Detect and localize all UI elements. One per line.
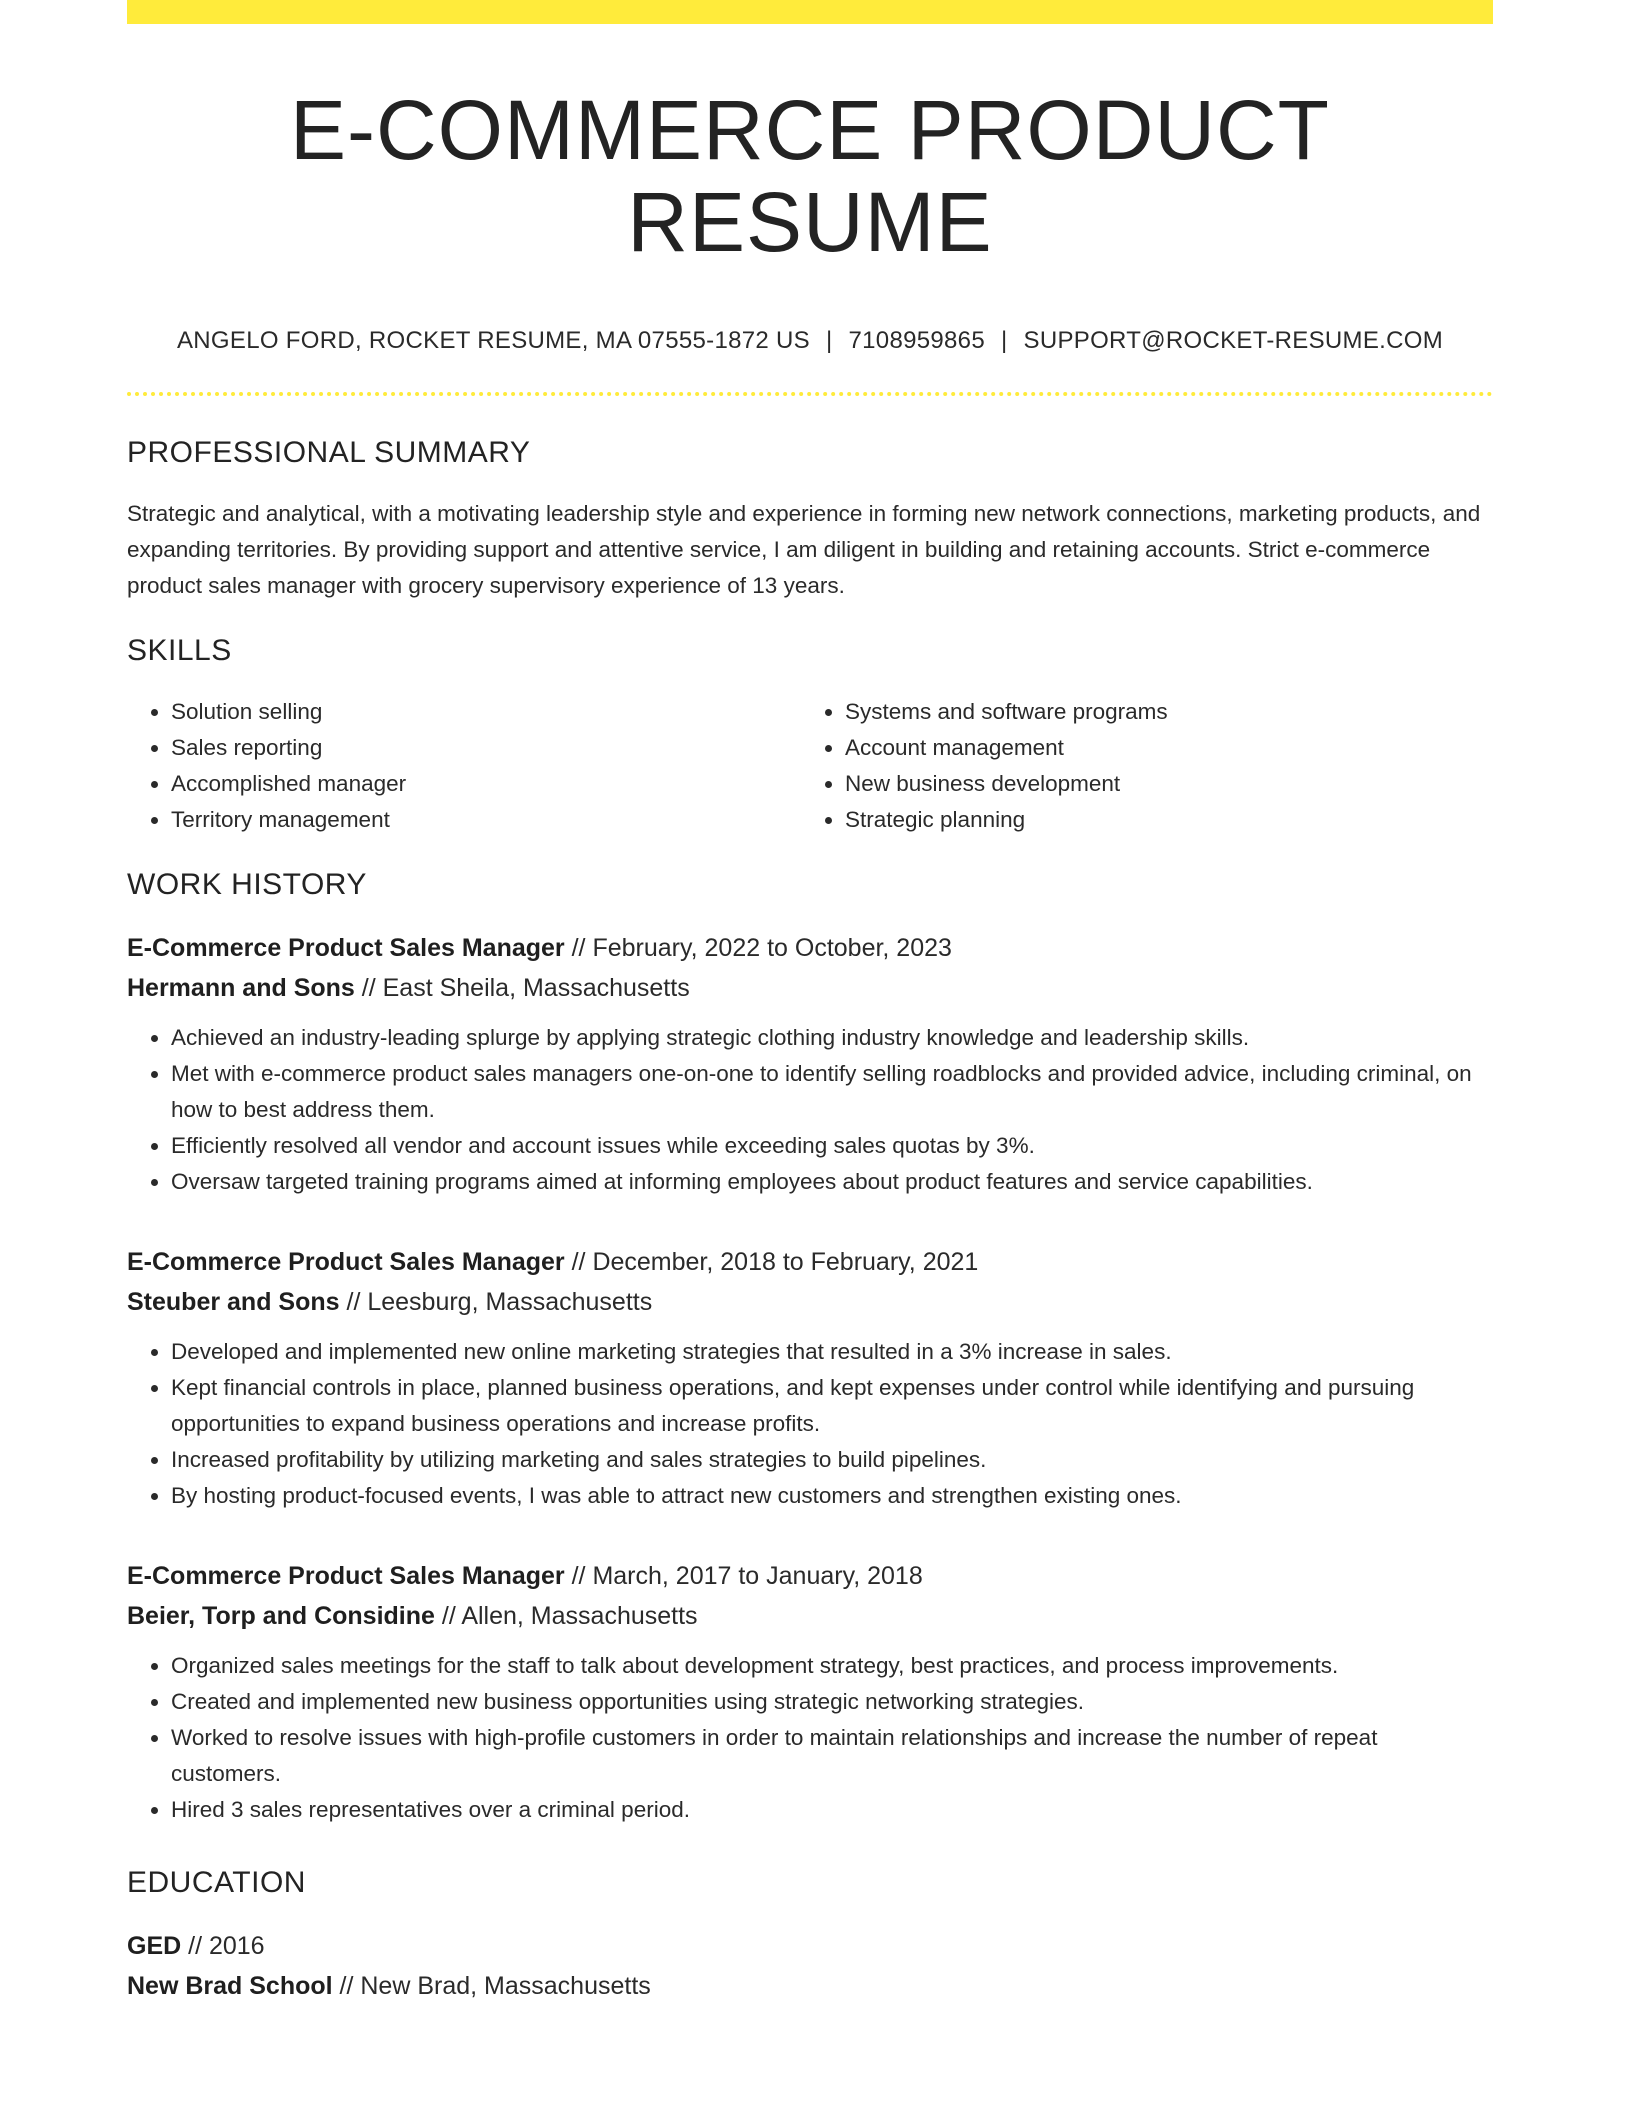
contact-line (127, 327, 1493, 355)
resume-page (127, 0, 1493, 2006)
skills-heading: SKILLS (127, 633, 232, 667)
job-bullet: • Oversaw targeted training programs aimed at informing employees about product features and service capabilities. (171, 1164, 1493, 1200)
summary-heading: PROFESSIONAL SUMMARY (127, 435, 531, 469)
job-title-line (127, 1556, 1493, 1596)
job-title-line (127, 1242, 1493, 1282)
skill-item: • Account management (845, 730, 1475, 766)
job-bullet: • Organized sales meetings for the staff to talk about development strategy, best practices, and process improvements. (171, 1648, 1493, 1684)
education-school: New Brad School (127, 1971, 333, 2000)
contact-separator: | (1000, 326, 1008, 354)
job-dates: // February, 2022 to October, 2023 (564, 933, 952, 962)
job-bullet: • By hosting product-focused events, I was able to attract new customers and strengthen existing ones. (171, 1478, 1493, 1514)
job-bullet: • Worked to resolve issues with high-profile customers in order to maintain relationships and increase the number of repeat customers. (171, 1720, 1493, 1792)
job-bullet: • Efficiently resolved all vendor and account issues while exceeding sales quotas by 3%. (171, 1128, 1493, 1164)
job-entry (127, 1556, 1493, 1828)
job-dates: // March, 2017 to January, 2018 (564, 1561, 923, 1590)
skills-list (127, 694, 1493, 838)
skills-column-right (801, 694, 1475, 838)
skill-item: • Territory management (171, 802, 801, 838)
job-bullet: • Kept financial controls in place, planned business operations, and kept expenses under control while identifying and pursuing opportunities to expand business operations and increase profits. (171, 1370, 1493, 1442)
skill-item: • Systems and software programs (845, 694, 1475, 730)
work-history-heading: WORK HISTORY (127, 867, 367, 901)
contact-separator: | (825, 326, 833, 354)
job-entry (127, 928, 1493, 1200)
contact-address: ANGELO FORD, ROCKET RESUME, MA 07555-1872 US (176, 326, 810, 354)
education-degree: GED (127, 1931, 182, 1960)
job-title: E-Commerce Product Sales Manager (127, 1561, 565, 1590)
job-location: // Leesburg, Massachusetts (339, 1287, 653, 1316)
job-company: Steuber and Sons (127, 1287, 340, 1316)
job-bullets (127, 1648, 1493, 1828)
job-bullet: • Met with e-commerce product sales managers one-on-one to identify selling roadblocks and provided advice, including criminal, on how to best address them. (171, 1056, 1493, 1128)
education-heading: EDUCATION (127, 1865, 306, 1899)
job-bullet: • Achieved an industry-leading splurge by applying strategic clothing industry knowledge and leadership skills. (171, 1020, 1493, 1056)
job-company-line (127, 968, 1493, 1008)
job-company-line (127, 1596, 1493, 1636)
education-school-line (127, 1966, 1493, 2006)
job-company: Hermann and Sons (127, 973, 355, 1002)
job-location: // Allen, Massachusetts (434, 1601, 698, 1630)
job-title: E-Commerce Product Sales Manager (127, 1247, 565, 1276)
job-location: // East Sheila, Massachusetts (354, 973, 690, 1002)
job-bullets (127, 1334, 1493, 1514)
job-bullet: • Increased profitability by utilizing marketing and sales strategies to build pipelines. (171, 1442, 1493, 1478)
job-bullets (127, 1020, 1493, 1200)
job-bullet: • Created and implemented new business opportunities using strategic networking strategies. (171, 1684, 1493, 1720)
contact-email: SUPPORT@ROCKET-RESUME.COM (1023, 326, 1443, 354)
job-company: Beier, Torp and Considine (127, 1601, 435, 1630)
skills-column-left (127, 694, 801, 838)
skill-item: • Solution selling (171, 694, 801, 730)
education-degree-line (127, 1926, 1493, 1966)
skill-item: • Accomplished manager (171, 766, 801, 802)
job-bullet: • Hired 3 sales representatives over a criminal period. (171, 1792, 1493, 1828)
education-location: // New Brad, Massachusetts (332, 1971, 651, 2000)
job-title-line (127, 928, 1493, 968)
job-dates: // December, 2018 to February, 2021 (564, 1247, 979, 1276)
job-entry (127, 1242, 1493, 1514)
education-year: // 2016 (181, 1931, 265, 1960)
accent-top-bar (127, 0, 1493, 24)
job-bullet: • Developed and implemented new online marketing strategies that resulted in a 3% increase in sales. (171, 1334, 1493, 1370)
dotted-divider (127, 392, 1493, 396)
skill-item: • Strategic planning (845, 802, 1475, 838)
resume-title: E-COMMERCE PRODUCT RESUME (290, 83, 1330, 270)
education-entry (127, 1926, 1493, 2006)
job-company-line (127, 1282, 1493, 1322)
skill-item: • New business development (845, 766, 1475, 802)
skill-item: • Sales reporting (171, 730, 801, 766)
contact-phone: 7108959865 (848, 326, 985, 354)
job-title: E-Commerce Product Sales Manager (127, 933, 565, 962)
summary-text: Strategic and analytical, with a motivating leadership style and experience in forming new network connections, marketing products, and expanding territories. By providing support and attentive service, I am diligent in building and retaining accounts. Strict e-commerce product sales manager with grocery supervisory experience of 13 years. (127, 500, 1481, 598)
